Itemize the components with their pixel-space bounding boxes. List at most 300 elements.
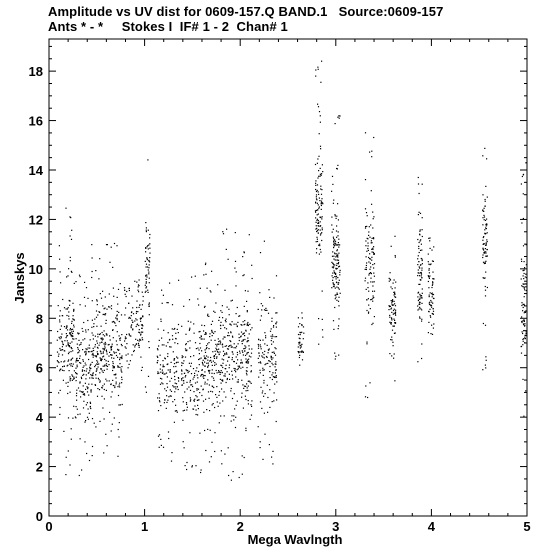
- data-point: [161, 382, 162, 383]
- data-point: [264, 413, 265, 414]
- data-point: [335, 288, 336, 289]
- data-point: [125, 294, 126, 295]
- data-point: [214, 331, 215, 332]
- data-point: [431, 287, 432, 288]
- data-point: [248, 381, 249, 382]
- data-point: [487, 232, 488, 233]
- data-point: [336, 168, 337, 169]
- data-point: [418, 248, 419, 249]
- data-point: [168, 302, 169, 303]
- data-point: [374, 316, 375, 317]
- data-point: [87, 388, 88, 389]
- data-point: [523, 341, 524, 342]
- data-point: [316, 237, 317, 238]
- data-point: [485, 186, 486, 187]
- data-point: [212, 404, 213, 405]
- y-axis-label: Janskys: [12, 252, 27, 304]
- data-point: [72, 376, 73, 377]
- data-point: [484, 208, 485, 209]
- data-point: [59, 321, 60, 322]
- data-point: [166, 345, 167, 346]
- data-point: [174, 422, 175, 423]
- data-point: [333, 256, 334, 257]
- data-point: [372, 248, 373, 249]
- data-point: [97, 354, 98, 355]
- data-point: [336, 245, 337, 246]
- data-point: [160, 405, 161, 406]
- data-point: [203, 375, 204, 376]
- data-point: [338, 282, 339, 283]
- data-point: [73, 315, 74, 316]
- x-tick-label: 2: [236, 519, 244, 534]
- data-point: [71, 347, 72, 348]
- data-point: [200, 472, 201, 473]
- data-point: [66, 333, 67, 334]
- data-point: [232, 375, 233, 376]
- data-point: [229, 345, 230, 346]
- data-point: [245, 290, 246, 291]
- data-point: [193, 377, 194, 378]
- data-point: [521, 322, 522, 323]
- data-point: [102, 332, 103, 333]
- data-point: [336, 265, 337, 266]
- data-point: [112, 370, 113, 371]
- data-point: [68, 361, 69, 362]
- data-point: [204, 325, 205, 326]
- data-point: [242, 343, 243, 344]
- data-point: [209, 333, 210, 334]
- data-point: [418, 284, 419, 285]
- data-point: [303, 333, 304, 334]
- data-point: [82, 371, 83, 372]
- data-point: [183, 306, 184, 307]
- data-point: [183, 380, 184, 381]
- data-point: [318, 176, 319, 177]
- data-point: [321, 194, 322, 195]
- data-point: [170, 372, 171, 373]
- data-point: [335, 241, 336, 242]
- data-point: [190, 397, 191, 398]
- data-point: [121, 372, 122, 373]
- data-point: [71, 239, 72, 240]
- data-point: [66, 337, 67, 338]
- data-point: [173, 351, 174, 352]
- data-point: [485, 290, 486, 291]
- data-point: [92, 362, 93, 363]
- data-point: [111, 308, 112, 309]
- data-point: [82, 375, 83, 376]
- data-point: [89, 377, 90, 378]
- data-point: [523, 245, 524, 246]
- data-point: [238, 343, 239, 344]
- data-point: [365, 208, 366, 209]
- data-point: [195, 342, 196, 343]
- data-point: [187, 388, 188, 389]
- data-point: [213, 378, 214, 379]
- data-point: [129, 364, 130, 365]
- data-point: [81, 391, 82, 392]
- data-point: [246, 301, 247, 302]
- data-point: [242, 350, 243, 351]
- data-point: [205, 274, 206, 275]
- data-point: [184, 373, 185, 374]
- data-point: [203, 376, 204, 377]
- data-point: [315, 76, 316, 77]
- data-point: [316, 191, 317, 192]
- data-point: [272, 357, 273, 358]
- data-point: [420, 250, 421, 251]
- data-point: [159, 447, 160, 448]
- data-point: [216, 397, 217, 398]
- data-point: [276, 275, 277, 276]
- data-point: [66, 276, 67, 277]
- data-point: [422, 263, 423, 264]
- data-point: [201, 350, 202, 351]
- data-point: [222, 231, 223, 232]
- data-point: [433, 308, 434, 309]
- data-point: [96, 369, 97, 370]
- data-point: [263, 382, 264, 383]
- data-point: [276, 377, 277, 378]
- data-point: [223, 355, 224, 356]
- data-point: [486, 242, 487, 243]
- data-point: [99, 345, 100, 346]
- data-point: [68, 345, 69, 346]
- data-point: [320, 230, 321, 231]
- data-point: [231, 415, 232, 416]
- data-point: [205, 264, 206, 265]
- data-point: [316, 241, 317, 242]
- data-point: [393, 345, 394, 346]
- data-point: [241, 332, 242, 333]
- data-point: [66, 336, 67, 337]
- data-point: [72, 418, 73, 419]
- data-point: [158, 329, 159, 330]
- data-point: [69, 216, 70, 217]
- data-point: [370, 278, 371, 279]
- data-point: [64, 340, 65, 341]
- data-point: [263, 380, 264, 381]
- data-point: [111, 430, 112, 431]
- data-point: [212, 335, 213, 336]
- data-point: [105, 379, 106, 380]
- data-point: [243, 348, 244, 349]
- data-point: [170, 369, 171, 370]
- data-point: [127, 360, 128, 361]
- data-point: [76, 338, 77, 339]
- data-point: [318, 194, 319, 195]
- data-point: [228, 332, 229, 333]
- data-point: [114, 385, 115, 386]
- data-point: [273, 352, 274, 353]
- data-point: [112, 330, 113, 331]
- data-point: [482, 257, 483, 258]
- data-point: [71, 323, 72, 324]
- data-point: [220, 325, 221, 326]
- data-point: [63, 380, 64, 381]
- data-point: [164, 402, 165, 403]
- data-point: [334, 276, 335, 277]
- data-point: [485, 272, 486, 273]
- data-point: [223, 359, 224, 360]
- data-point: [242, 352, 243, 353]
- data-point: [100, 380, 101, 381]
- data-point: [183, 410, 184, 411]
- data-point: [369, 152, 370, 153]
- data-point: [59, 337, 60, 338]
- data-point: [70, 351, 71, 352]
- data-point: [167, 364, 168, 365]
- data-point: [190, 380, 191, 381]
- data-point: [245, 358, 246, 359]
- data-point: [92, 300, 93, 301]
- data-point: [199, 331, 200, 332]
- data-point: [244, 306, 245, 307]
- data-point: [221, 388, 222, 389]
- data-point: [181, 373, 182, 374]
- data-point: [220, 328, 221, 329]
- data-point: [275, 372, 276, 373]
- data-point: [220, 310, 221, 311]
- data-point: [272, 401, 273, 402]
- data-point: [315, 210, 316, 211]
- data-point: [318, 191, 319, 192]
- data-point: [164, 388, 165, 389]
- data-point: [267, 412, 268, 413]
- data-point: [229, 335, 230, 336]
- data-point: [83, 361, 84, 362]
- data-point: [333, 238, 334, 239]
- data-point: [418, 300, 419, 301]
- data-point: [169, 381, 170, 382]
- data-point: [114, 417, 115, 418]
- data-point: [332, 280, 333, 281]
- data-point: [299, 355, 300, 356]
- data-point: [70, 334, 71, 335]
- data-point: [429, 309, 430, 310]
- data-point: [319, 245, 320, 246]
- data-point: [247, 338, 248, 339]
- data-point: [339, 266, 340, 267]
- data-point: [104, 418, 105, 419]
- data-point: [224, 327, 225, 328]
- data-point: [317, 241, 318, 242]
- data-point: [157, 348, 158, 349]
- data-point: [370, 263, 371, 264]
- data-point: [91, 277, 92, 278]
- data-point: [334, 245, 335, 246]
- data-point: [90, 390, 91, 391]
- data-point: [124, 287, 125, 288]
- data-point: [260, 447, 261, 448]
- data-point: [135, 339, 136, 340]
- data-point: [201, 374, 202, 375]
- data-point: [430, 317, 431, 318]
- data-point: [421, 298, 422, 299]
- data-point: [321, 61, 322, 62]
- data-point: [521, 222, 522, 223]
- data-point: [138, 343, 139, 344]
- data-point: [78, 387, 79, 388]
- data-point: [336, 287, 337, 288]
- data-point: [223, 233, 224, 234]
- data-point: [59, 370, 60, 371]
- data-point: [247, 387, 248, 388]
- data-point: [95, 374, 96, 375]
- data-point: [91, 391, 92, 392]
- data-point: [371, 249, 372, 250]
- data-point: [271, 318, 272, 319]
- x-tick-label: 0: [45, 519, 53, 534]
- data-point: [181, 371, 182, 372]
- data-point: [271, 357, 272, 358]
- data-point: [264, 351, 265, 352]
- data-point: [209, 410, 210, 411]
- data-point: [333, 229, 334, 230]
- data-point: [374, 291, 375, 292]
- data-point: [335, 273, 336, 274]
- data-point: [258, 344, 259, 345]
- data-point: [196, 388, 197, 389]
- data-point: [196, 409, 197, 410]
- data-point: [146, 281, 147, 282]
- data-point: [98, 366, 99, 367]
- data-point: [194, 405, 195, 406]
- data-point: [234, 393, 235, 394]
- data-point: [275, 312, 276, 313]
- data-point: [394, 301, 395, 302]
- data-point: [371, 156, 372, 157]
- data-point: [94, 366, 95, 367]
- data-point: [120, 340, 121, 341]
- data-point: [113, 367, 114, 368]
- data-point: [229, 367, 230, 368]
- data-point: [82, 392, 83, 393]
- data-point: [68, 307, 69, 308]
- data-point: [230, 390, 231, 391]
- data-point: [175, 388, 176, 389]
- data-point: [72, 335, 73, 336]
- data-point: [262, 370, 263, 371]
- data-point: [372, 285, 373, 286]
- data-point: [220, 415, 221, 416]
- data-point: [57, 366, 58, 367]
- data-point: [112, 391, 113, 392]
- data-point: [322, 171, 323, 172]
- data-point: [483, 262, 484, 263]
- data-point: [220, 379, 221, 380]
- data-point: [85, 331, 86, 332]
- data-point: [176, 356, 177, 357]
- data-point: [301, 350, 302, 351]
- data-point: [389, 278, 390, 279]
- data-point: [420, 308, 421, 309]
- data-point: [226, 328, 227, 329]
- data-point: [429, 311, 430, 312]
- data-point: [395, 255, 396, 256]
- data-point: [247, 310, 248, 311]
- data-point: [166, 408, 167, 409]
- data-point: [203, 274, 204, 275]
- data-point: [90, 402, 91, 403]
- data-point: [298, 326, 299, 327]
- data-point: [429, 295, 430, 296]
- data-point: [321, 240, 322, 241]
- data-point: [264, 309, 265, 310]
- data-point: [149, 306, 150, 307]
- data-point: [171, 362, 172, 363]
- data-point: [157, 362, 158, 363]
- data-point: [85, 364, 86, 365]
- data-point: [74, 326, 75, 327]
- data-point: [365, 269, 366, 270]
- data-point: [267, 363, 268, 364]
- data-point: [371, 324, 372, 325]
- data-point: [224, 454, 225, 455]
- data-point: [169, 283, 170, 284]
- data-point: [211, 340, 212, 341]
- data-point: [251, 265, 252, 266]
- data-point: [109, 262, 110, 263]
- data-point: [96, 326, 97, 327]
- data-point: [95, 270, 96, 271]
- data-point: [372, 301, 373, 302]
- data-point: [62, 349, 63, 350]
- data-point: [217, 349, 218, 350]
- data-point: [207, 315, 208, 316]
- data-point: [182, 377, 183, 378]
- data-point: [207, 288, 208, 289]
- data-point: [178, 324, 179, 325]
- data-point: [96, 363, 97, 364]
- data-point: [168, 431, 169, 432]
- data-point: [419, 242, 420, 243]
- data-point: [219, 354, 220, 355]
- data-point: [66, 325, 67, 326]
- data-point: [148, 272, 149, 273]
- data-point: [59, 259, 60, 260]
- data-point: [85, 305, 86, 306]
- data-point: [117, 331, 118, 332]
- data-point: [275, 364, 276, 365]
- data-point: [202, 362, 203, 363]
- data-point: [482, 240, 483, 241]
- data-point: [234, 347, 235, 348]
- data-point: [264, 357, 265, 358]
- data-point: [212, 391, 213, 392]
- data-point: [422, 236, 423, 237]
- data-point: [90, 403, 91, 404]
- data-point: [338, 284, 339, 285]
- data-point: [335, 243, 336, 244]
- data-point: [68, 342, 69, 343]
- data-point: [157, 357, 158, 358]
- data-point: [113, 288, 114, 289]
- data-point: [241, 359, 242, 360]
- data-point: [486, 219, 487, 220]
- data-point: [272, 372, 273, 373]
- data-point: [193, 391, 194, 392]
- data-point: [204, 334, 205, 335]
- data-point: [393, 310, 394, 311]
- data-point: [177, 343, 178, 344]
- data-point: [372, 264, 373, 265]
- data-point: [433, 298, 434, 299]
- data-point: [112, 380, 113, 381]
- data-point: [92, 446, 93, 447]
- data-point: [236, 346, 237, 347]
- data-point: [209, 398, 210, 399]
